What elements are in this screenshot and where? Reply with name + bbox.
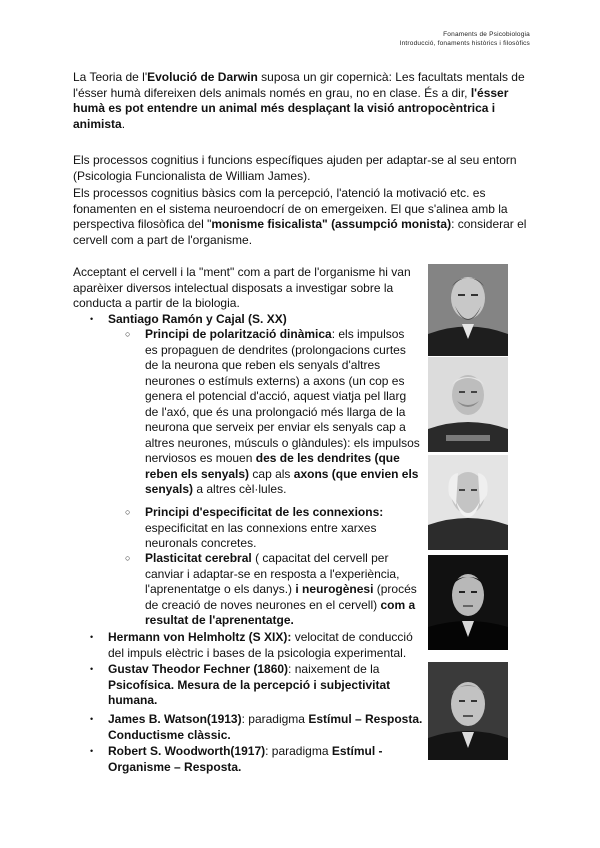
specificity-text: [145, 505, 420, 552]
text-run: velocitat de conducció del impuls elèctric i bases de la psicologia experimental.: [108, 630, 413, 660]
woodworth-title: Robert S. Woodworth(1917): [108, 744, 266, 758]
sub-bullet-icon: ○: [125, 507, 131, 517]
specificity-title: Principi d'especificitat de les connexions:: [145, 505, 384, 519]
portrait-photo-5: [428, 662, 508, 760]
sub-bullet-icon: ○: [125, 553, 131, 563]
paragraph-biology: Acceptant el cervell i la "ment" com a part de l'organisme hi van aparèixer diversos intelectual disposats a investigar sobre la conducta a partir de la biologia.: [73, 265, 411, 310]
text-run: : els impulsos es propaguen de dendrites (prolongacions curtes de la neurona que reben els senyals d'altres neurones o estímuls externs) a axons (un cop es genera el potencial d'acció, aquest viatja pel llarg de l'axó, que és una prolongació més llarga de la neurona que serveix per enviar els senyals cap a altres neurones, músculs o glàndules): els impulsos nerviosos es mouen: [145, 327, 420, 465]
polarization-title: Principi de polarització dinàmica: [145, 327, 332, 341]
text-run: : paradigma: [241, 712, 309, 726]
bullet-icon: •: [90, 632, 94, 642]
portrait-photo-1: [428, 264, 508, 356]
text-run: : naixement de la: [288, 662, 380, 676]
watson-title: James B. Watson(1913): [108, 712, 242, 726]
text-run: Els processos cognitius bàsics com la percepció, l'atenció la motivació etc. es fonamenten en el sistema neuroendocrí de on emergeixen. El que s'alinea amb la perspectiva filosòfica del ": [73, 186, 508, 231]
paragraph-darwin: [73, 70, 533, 132]
text-run: : paradigma: [265, 744, 332, 758]
text-run: ( capacitat del cervell per canviar i adaptar-se en resposta a l'experiència, l'aprenentatge o els danys.): [145, 551, 400, 596]
bold-s-o-r: Estímul - Organisme – Resposta.: [108, 744, 383, 774]
bullet-icon: •: [90, 746, 94, 756]
text-run: cap als: [249, 466, 294, 481]
portrait-photo-2: [428, 357, 508, 452]
polarization-text: [145, 327, 420, 498]
watson-text: [108, 712, 428, 743]
bold-stimulus-response: Estímul – Resposta. Conductisme clàssic.: [108, 712, 423, 742]
bold-dendrites: des de les dendrites (que reben els senyals): [145, 451, 400, 481]
sub-bullet-icon: ○: [125, 329, 131, 339]
bold-psychophysics: Psicofísica. Mesura de la percepció i subjectivitat humana.: [108, 677, 391, 707]
bullet-icon: •: [90, 714, 94, 724]
text-run: a altres cèl·lules.: [193, 482, 287, 496]
helmholtz-text: [108, 630, 428, 661]
text-run: especificitat en las connexions entre xarxes neuronals concretes.: [145, 520, 377, 550]
bullet-icon: •: [90, 664, 94, 674]
bullet-icon: •: [90, 314, 94, 324]
bold-neurogenesis: i neurogènesi: [295, 582, 374, 596]
fechner-title: Gustav Theodor Fechner (1860): [108, 662, 289, 676]
bold-monism: monisme fisicalista" (assumpció monista): [211, 217, 452, 231]
text-run: La Teoria de l': [73, 70, 148, 84]
portrait-photo-3: [428, 455, 508, 550]
text-run: .: [121, 116, 126, 131]
cajal-name: Santiago Ramón y Cajal (S. XX): [108, 312, 287, 326]
helmholtz-title: Hermann von Helmholtz (S XIX):: [108, 630, 292, 644]
paragraph-functionalism: Els processos cognitius i funcions específiques ajuden per adaptar-se al seu entorn (Psicologia Funcionalista de William James).: [73, 153, 517, 183]
header-course-title: Fonaments de Psicobiologia: [443, 31, 530, 38]
bold-darwin: Evolució de Darwin: [147, 70, 258, 84]
woodworth-text: [108, 744, 428, 775]
text-run: suposa un gir copernicà: Les facultats mentals de l'ésser humà difereixen dels animals només en grau, no en clase. És a dir,: [73, 70, 525, 100]
bold-axons: axons (que envien els senyals): [145, 466, 419, 496]
text-run: (procés de creació de noves neurones en el cervell): [145, 582, 417, 612]
paragraph-monism: [73, 186, 533, 248]
page-header: [400, 30, 530, 48]
portrait-photo-4: [428, 555, 508, 650]
text-run: : considerar el cervell com a part de l'organisme.: [73, 217, 527, 247]
fechner-text: [108, 662, 428, 709]
bold-learning-result: com a resultat de l'aprenentatge.: [145, 597, 416, 627]
plasticity-title: Plasticitat cerebral: [145, 551, 252, 565]
bold-human-animal: l'ésser humà es pot entendre un animal més desplaçant la visió antropocèntrica i animista: [73, 85, 509, 131]
header-section-title: Introducció, fonaments històrics i filosòfics: [399, 40, 530, 47]
plasticity-text: [145, 551, 420, 629]
